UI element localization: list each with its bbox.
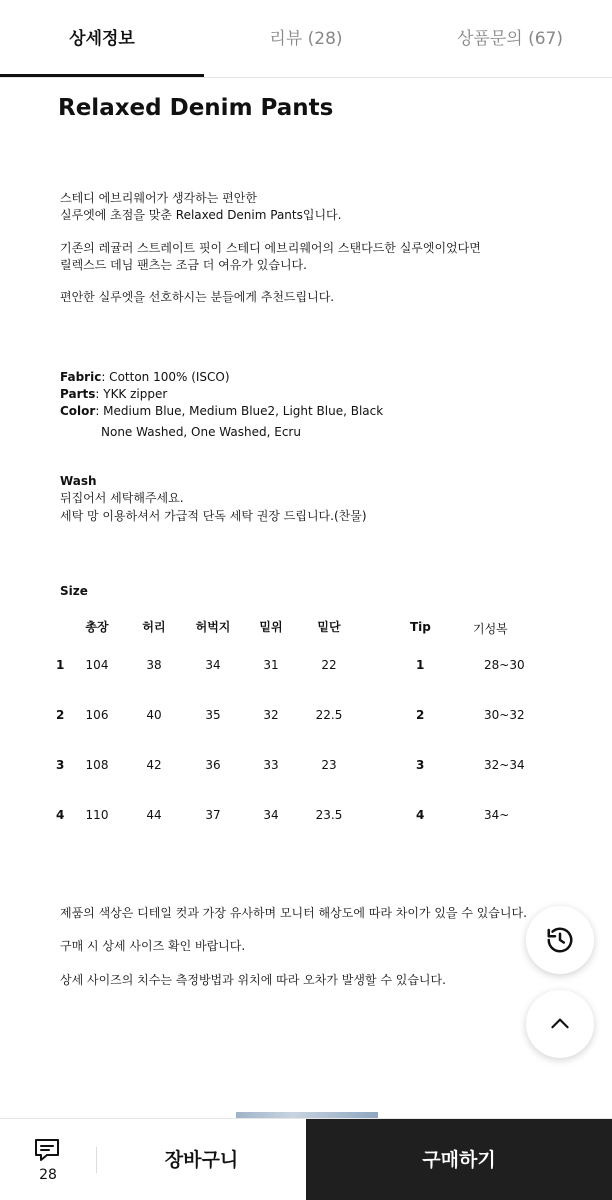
tab-reviews[interactable]: 리뷰 (28) [269, 29, 343, 49]
size-row-label: 2 [56, 708, 65, 722]
chat-bubble-icon [33, 1137, 61, 1163]
size-cell: 110 [85, 808, 109, 822]
size-cell: 36 [205, 758, 221, 772]
size-cell: 38 [146, 658, 162, 672]
spec-color [60, 403, 383, 420]
bottom-action-bar [0, 1118, 612, 1200]
size-header: 밑단 [317, 620, 341, 634]
tip-row-label: 1 [416, 658, 425, 672]
size-cell: 37 [205, 808, 221, 822]
size-cell: 34 [263, 808, 279, 822]
chevron-up-icon [547, 1011, 573, 1037]
reviews-chat-button[interactable] [0, 1119, 96, 1200]
description-paragraph-2 [60, 240, 481, 274]
spec-color-continued: None Washed, One Washed, Ecru [101, 425, 301, 439]
product-detail-content [0, 78, 612, 1118]
size-cell: 108 [85, 758, 109, 772]
spec-label: Parts [60, 387, 96, 401]
size-cell: 31 [263, 658, 279, 672]
size-cell: 42 [146, 758, 162, 772]
history-icon [545, 925, 575, 955]
wash-line-2: 세탁 망 이용하셔서 가급적 단독 세탁 권장 드립니다.(찬물) [60, 509, 367, 523]
size-header: 허리 [142, 620, 166, 634]
add-to-cart-button[interactable]: 장바구니 [97, 1119, 306, 1200]
spec-label: Color [60, 404, 96, 418]
description-line: 실루엣에 초점을 맞춘 Relaxed Denim Pants입니다. [60, 208, 342, 222]
size-title: Size [60, 584, 88, 598]
tab-product-qna[interactable]: 상품문의 (67) [457, 29, 563, 49]
description-line: 스테디 에브리웨어가 생각하는 편안한 [60, 191, 257, 205]
size-cell: 34 [205, 658, 221, 672]
tip-row-label: 3 [416, 758, 425, 772]
description-paragraph-1 [60, 190, 341, 224]
size-cell: 23.5 [315, 808, 343, 822]
size-cell: 23 [321, 758, 337, 772]
product-title: Relaxed Denim Pants [58, 95, 334, 121]
buy-now-button[interactable]: 구매하기 [306, 1119, 612, 1200]
size-header: 총장 [85, 620, 109, 634]
tip-subheader: 기성복 [473, 622, 508, 636]
spec-value: : Cotton 100% (ISCO) [101, 370, 230, 384]
size-row-label: 1 [56, 658, 65, 672]
size-cell: 35 [205, 708, 221, 722]
tip-header: Tip [410, 620, 431, 634]
active-tab-indicator [0, 74, 204, 77]
tip-value: 30~32 [484, 708, 525, 722]
size-cell: 33 [263, 758, 279, 772]
spec-value: : Medium Blue, Medium Blue2, Light Blue, Black [95, 404, 384, 418]
description-paragraph-3 [60, 289, 334, 306]
tip-row-label: 2 [416, 708, 425, 722]
notice-color: 제품의 색상은 디테일 컷과 가장 유사하며 모니터 해상도에 따라 차이가 있을 수 있습니다. [60, 906, 527, 920]
size-row-label: 3 [56, 758, 65, 772]
size-header: 허벅지 [195, 620, 231, 634]
size-header: 밑위 [259, 620, 283, 634]
tip-value: 32~34 [484, 758, 525, 772]
spec-value: : YKK zipper [95, 387, 168, 401]
size-cell: 106 [85, 708, 109, 722]
description-line: 릴렉스드 데님 팬츠는 조금 더 여유가 있습니다. [60, 258, 307, 272]
scroll-to-top-button[interactable] [526, 990, 594, 1058]
wash-title: Wash [60, 474, 97, 488]
size-cell: 44 [146, 808, 162, 822]
size-cell: 40 [146, 708, 162, 722]
notice-measurement: 상세 사이즈의 치수는 측정방법과 위치에 따라 오차가 발생할 수 있습니다. [60, 973, 446, 987]
description-line: 편안한 실루엣을 선호하시는 분들에게 추천드립니다. [60, 290, 335, 304]
size-cell: 32 [263, 708, 279, 722]
size-cell: 22.5 [315, 708, 343, 722]
size-cell: 22 [321, 658, 337, 672]
notice-size-check: 구매 시 상세 사이즈 확인 바랍니다. [60, 939, 246, 953]
tip-value: 28~30 [484, 658, 525, 672]
recent-history-button[interactable] [526, 906, 594, 974]
spec-label: Fabric [60, 370, 102, 384]
chat-count: 28 [39, 1167, 57, 1183]
tip-row-label: 4 [416, 808, 425, 822]
tab-detail-info[interactable]: 상세정보 [69, 29, 135, 49]
wash-line-1: 뒤집어서 세탁해주세요. [60, 491, 184, 505]
spec-parts [60, 386, 167, 403]
detail-tabs [0, 0, 612, 78]
tip-value: 34~ [484, 808, 510, 822]
description-line: 기존의 레귤러 스트레이트 핏이 스테디 에브리웨어의 스탠다드한 실루엣이었다면 [60, 241, 481, 255]
size-row-label: 4 [56, 808, 65, 822]
spec-fabric [60, 369, 230, 386]
size-cell: 104 [85, 658, 109, 672]
